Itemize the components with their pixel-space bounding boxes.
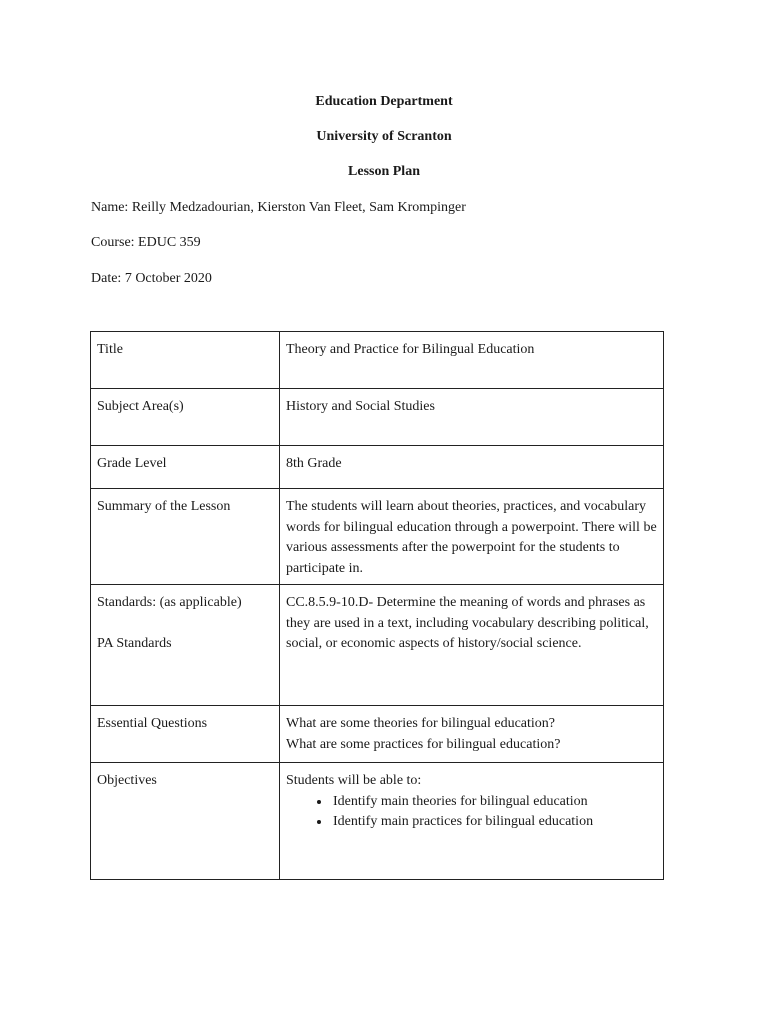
standards-label-cell [91,585,280,706]
essential-question-1: What are some theories for bilingual education? [286,716,556,731]
table-row-grade [91,446,664,489]
objectives-intro: Students will be able to: [286,773,422,788]
essential-questions-cell [280,706,664,763]
standards-label: Standards: (as applicable) [97,595,242,610]
table-row-standards [91,585,664,706]
table-row-title [91,332,664,389]
date-line: Date: 7 October 2020 [91,271,212,286]
list-item: • Identify main practices for bilingual education [331,812,657,833]
summary-value: The students will learn about theories, practices, and vocabulary words for bilingual education through a powerpoint. There will be various assessments after the powerpoint for the students to participate in. [280,489,664,585]
title-label: Title [91,332,280,389]
table-row-summary [91,489,664,585]
objectives-list [286,792,657,833]
essential-question-2: What are some practices for bilingual education? [286,736,561,752]
pa-standards-label: PA Standards [97,635,172,651]
course-line: Course: EDUC 359 [91,235,201,250]
list-item: • Identify main theories for bilingual education [331,792,657,813]
title-value: Theory and Practice for Bilingual Education [280,332,664,389]
summary-label: Summary of the Lesson [91,489,280,585]
university-heading: University of Scranton [316,129,452,144]
lesson-plan-table [90,331,664,880]
table-row-objectives [91,763,664,880]
table-row-essential-questions [91,706,664,763]
table-row-subject [91,389,664,446]
subject-value: History and Social Studies [280,389,664,446]
department-heading: Education Department [315,94,453,109]
essential-questions-label: Essential Questions [91,706,280,763]
objectives-label: Objectives [91,763,280,880]
objectives-cell [280,763,664,880]
grade-value: 8th Grade [280,446,664,489]
subject-label: Subject Area(s) [91,389,280,446]
grade-label: Grade Level [91,446,280,489]
document-title: Lesson Plan [348,164,420,179]
author-names: Name: Reilly Medzadourian, Kierston Van Fleet, Sam Krompinger [91,200,466,215]
standards-value: CC.8.5.9-10.D- Determine the meaning of words and phrases as they are used in a text, including vocabulary describing political, social, or economic aspects of history/social science. [280,585,664,706]
